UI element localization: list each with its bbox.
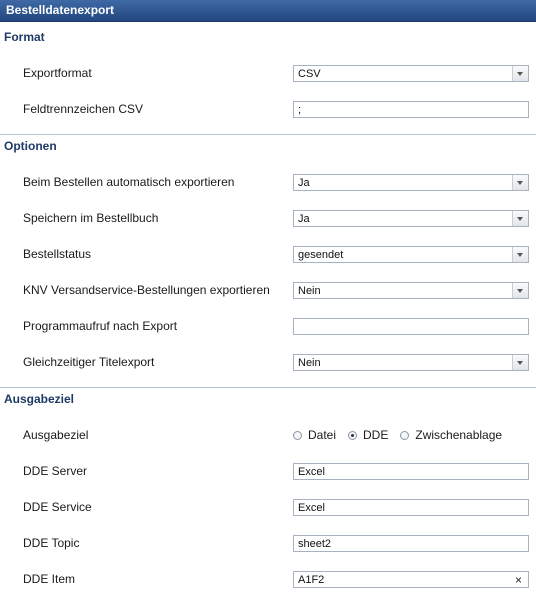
knv-value: Nein — [298, 285, 321, 297]
titelexport-value: Nein — [298, 357, 321, 369]
knv-label: KNV Versandservice-Bestellungen exportieren — [23, 283, 270, 297]
titelexport-label: Gleichzeitiger Titelexport — [23, 355, 155, 369]
chevron-down-icon[interactable] — [512, 355, 528, 370]
chevron-down-icon[interactable] — [512, 211, 528, 226]
programmaufruf-input[interactable] — [293, 318, 529, 335]
dde-server-label: DDE Server — [23, 464, 88, 478]
radio-dde[interactable] — [348, 428, 388, 442]
feldtrennzeichen-label: Feldtrennzeichen CSV — [23, 102, 144, 116]
feldtrennzeichen-input[interactable] — [293, 101, 529, 118]
auto-export-select[interactable] — [293, 174, 529, 191]
bestellstatus-value: gesendet — [298, 249, 344, 261]
dde-server-input[interactable] — [293, 463, 529, 480]
clear-icon[interactable]: × — [514, 573, 522, 587]
section-title-ausgabeziel: Ausgabeziel — [4, 392, 75, 406]
programmaufruf-label: Programmaufruf nach Export — [23, 319, 178, 333]
radio-circle-icon[interactable] — [400, 431, 409, 440]
dde-topic-input[interactable] — [293, 535, 529, 552]
radio-datei[interactable] — [293, 428, 336, 442]
exportformat-select[interactable] — [293, 65, 529, 82]
bestellstatus-select[interactable] — [293, 246, 529, 263]
bestellbuch-label: Speichern im Bestellbuch — [23, 211, 159, 225]
feldtrennzeichen-value: ; — [298, 104, 302, 116]
auto-export-label: Beim Bestellen automatisch exportieren — [23, 175, 235, 189]
bestellbuch-value: Ja — [298, 213, 310, 225]
divider — [0, 134, 536, 135]
dde-service-value: Excel — [298, 502, 325, 514]
chevron-down-icon[interactable] — [512, 175, 528, 190]
chevron-down-icon[interactable] — [512, 66, 528, 81]
radio-checked-icon[interactable] — [348, 431, 357, 440]
dde-item-label: DDE Item — [23, 572, 76, 586]
dde-topic-label: DDE Topic — [23, 536, 80, 550]
bestellstatus-label: Bestellstatus — [23, 247, 92, 261]
ausgabeziel-label: Ausgabeziel — [23, 428, 89, 442]
dde-server-value: Excel — [298, 466, 325, 478]
radio-circle-icon[interactable] — [293, 431, 302, 440]
dde-service-input[interactable] — [293, 499, 529, 516]
dde-item-input[interactable] — [293, 571, 529, 588]
chevron-down-icon[interactable] — [512, 283, 528, 298]
ausgabeziel-radio-group — [293, 428, 514, 442]
section-title-optionen: Optionen — [4, 139, 57, 153]
exportformat-value: CSV — [298, 68, 321, 80]
radio-dde-label: DDE — [363, 428, 389, 442]
chevron-down-icon[interactable] — [512, 247, 528, 262]
titelexport-select[interactable] — [293, 354, 529, 371]
dde-topic-value: sheet2 — [298, 538, 332, 550]
section-title-format: Format — [4, 30, 45, 44]
dde-service-label: DDE Service — [23, 500, 92, 514]
radio-datei-label: Datei — [308, 428, 337, 442]
radio-zwischenablage[interactable] — [400, 428, 502, 442]
bestellbuch-select[interactable] — [293, 210, 529, 227]
radio-zwischenablage-label: Zwischenablage — [415, 428, 503, 442]
dde-item-value: A1F2 — [298, 574, 325, 586]
auto-export-value: Ja — [298, 177, 310, 189]
exportformat-label: Exportformat — [23, 66, 92, 80]
window-title: Bestelldatenexport — [0, 0, 536, 22]
knv-select[interactable] — [293, 282, 529, 299]
divider — [0, 387, 536, 388]
